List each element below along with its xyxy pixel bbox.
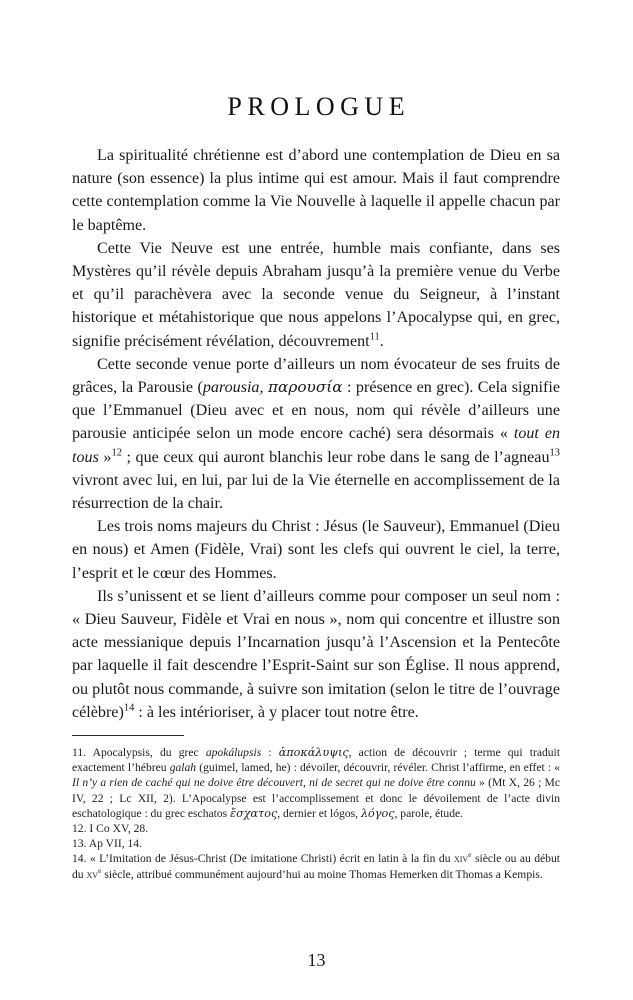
footnote-reference: 14 xyxy=(123,702,135,714)
text-run: Cette Vie Neuve est une entrée, humble mais confiante, dans ses Mystères qu’il révèle depuis Abraham jusqu’à la première venue du Verbe et qu’il parachèvera avec la seconde venue du Seigneur, à l’instant historique et métahistorique que nous appelons l’Apocalypse qui, en grec, signifie précisément révélation, découvrement xyxy=(72,239,560,350)
text-run: : à les intérioriser, à y placer tout notre être. xyxy=(134,703,419,721)
text-run: vivront avec lui, en lui, par lui de la Vie éternelle en accomplissement de la résurrection de la chair. xyxy=(72,471,560,513)
text-run: Cette seconde venue porte d’ailleurs un nom évocateur de ses fruits de grâces, la Parousie ( xyxy=(72,355,560,397)
text-run: , action de découvrir ; terme qui traduit exactement l’hébreu xyxy=(72,746,560,775)
greek-run: ἔσχατος xyxy=(230,806,278,820)
paragraph xyxy=(72,585,560,724)
page-content xyxy=(72,0,560,724)
footnote-item xyxy=(72,851,560,881)
ordinal-suffix: e xyxy=(98,865,102,875)
text-run: Les trois noms majeurs du Christ : Jésus (le Sauveur), Emmanuel (Dieu en nous) et Amen (Fidèle, Vrai) sont les clefs qui ouvrent le ciel, la terre, l’esprit et le cœur des Hommes. xyxy=(72,518,560,582)
footnote-item xyxy=(72,836,560,851)
paragraph xyxy=(72,144,560,237)
footnote-separator-rule xyxy=(72,735,184,736)
text-run: ; que ceux qui auront blanchis leur robe dans le sang de l’agneau xyxy=(121,448,550,466)
page-title: PROLOGUE xyxy=(227,92,411,121)
text-run: » xyxy=(98,448,112,466)
text-run: Ils s’unissent et se lient d’ailleurs comme pour composer un seul nom : « Dieu Sauveur, Fidèle et Vrai en nous », nom qui concentre et illustre son acte messianique depuis l’Incarnation jusqu’à l’Ascension et la Pentecôte par laquelle il fait descendre l’Esprit-Saint sur son Église. Il nous apprend, ou plutôt nous commande, à suivre son imitation (selon le titre de l’ouvrage célèbre) xyxy=(72,587,560,721)
text-run: , parole, étude. xyxy=(394,806,464,820)
greek-run: λόγος xyxy=(360,806,395,820)
greek-run: ἀποκάλυψις xyxy=(278,746,349,759)
italic-run: apokálupsis xyxy=(205,746,262,759)
ordinal-suffix: e xyxy=(468,850,472,860)
italic-run: parousia, xyxy=(202,379,268,397)
footnote-reference: 12 xyxy=(111,447,122,459)
text-run: , dernier et lógos, xyxy=(277,806,361,820)
paragraph xyxy=(72,237,560,353)
text-run: . xyxy=(379,332,384,350)
italic-run: Il n’y a rien de caché qui ne doive être découvert, ni de secret qui ne doive être connu xyxy=(72,776,476,790)
italic-run: tout en tous xyxy=(72,425,561,466)
greek-run: παρουσία xyxy=(267,378,343,397)
text-run: : xyxy=(261,746,279,759)
page-number: 13 xyxy=(307,950,326,970)
text-run: 13. Ap VII, 14. xyxy=(72,837,142,851)
footnote-section xyxy=(72,735,560,882)
footnote-item xyxy=(72,745,560,821)
body-text xyxy=(72,144,560,724)
smallcaps-run: xv xyxy=(86,867,99,881)
text-run: 11. Apocalypsis, du grec xyxy=(72,746,206,759)
text-run: 12. I Co XV, 28. xyxy=(72,822,149,836)
footnote-item xyxy=(72,821,560,836)
paragraph xyxy=(72,353,560,515)
text-run: 14. « L’Imitation de Jésus-Christ (De imitatione Christi) écrit en latin à la fin du xyxy=(72,852,454,866)
italic-run: galah xyxy=(169,761,197,775)
text-run: siècle ou au début du xyxy=(72,852,561,881)
paragraph xyxy=(72,515,560,585)
text-run: (guimel, lamed, he) : dévoiler, découvrir, révéler. Christ l’affirme, en effet : « xyxy=(196,761,560,775)
text-run: » (Mt X, 26 ; Mc IV, 22 ; Lc XII, 2). L’Apocalypse est l’accomplissement et donc le dévoilement de l’acte divin eschatologique : du grec eschatos xyxy=(72,776,560,820)
footnote-reference: 11 xyxy=(369,331,380,343)
smallcaps-run: xiv xyxy=(453,852,469,866)
footnote-reference: 13 xyxy=(549,447,560,459)
text-run: : présence en grec). Cela signifie que l’Emmanuel (Dieu avec et en nous, nom qui révèle d’ailleurs une parousie anticipée selon un mode encore caché) sera désormais « xyxy=(72,379,561,443)
text-run: La spiritualité chrétienne est d’abord une contemplation de Dieu en sa nature (son essence) la plus intime qui est amour. Mais il faut comprendre cette contemplation comme la Vie Nouvelle à laquelle il appelle chacun par le baptême. xyxy=(72,147,560,234)
text-run: siècle, attribué communément aujourd’hui au moine Thomas Hemerken dit Thomas a Kempis. xyxy=(101,867,543,881)
